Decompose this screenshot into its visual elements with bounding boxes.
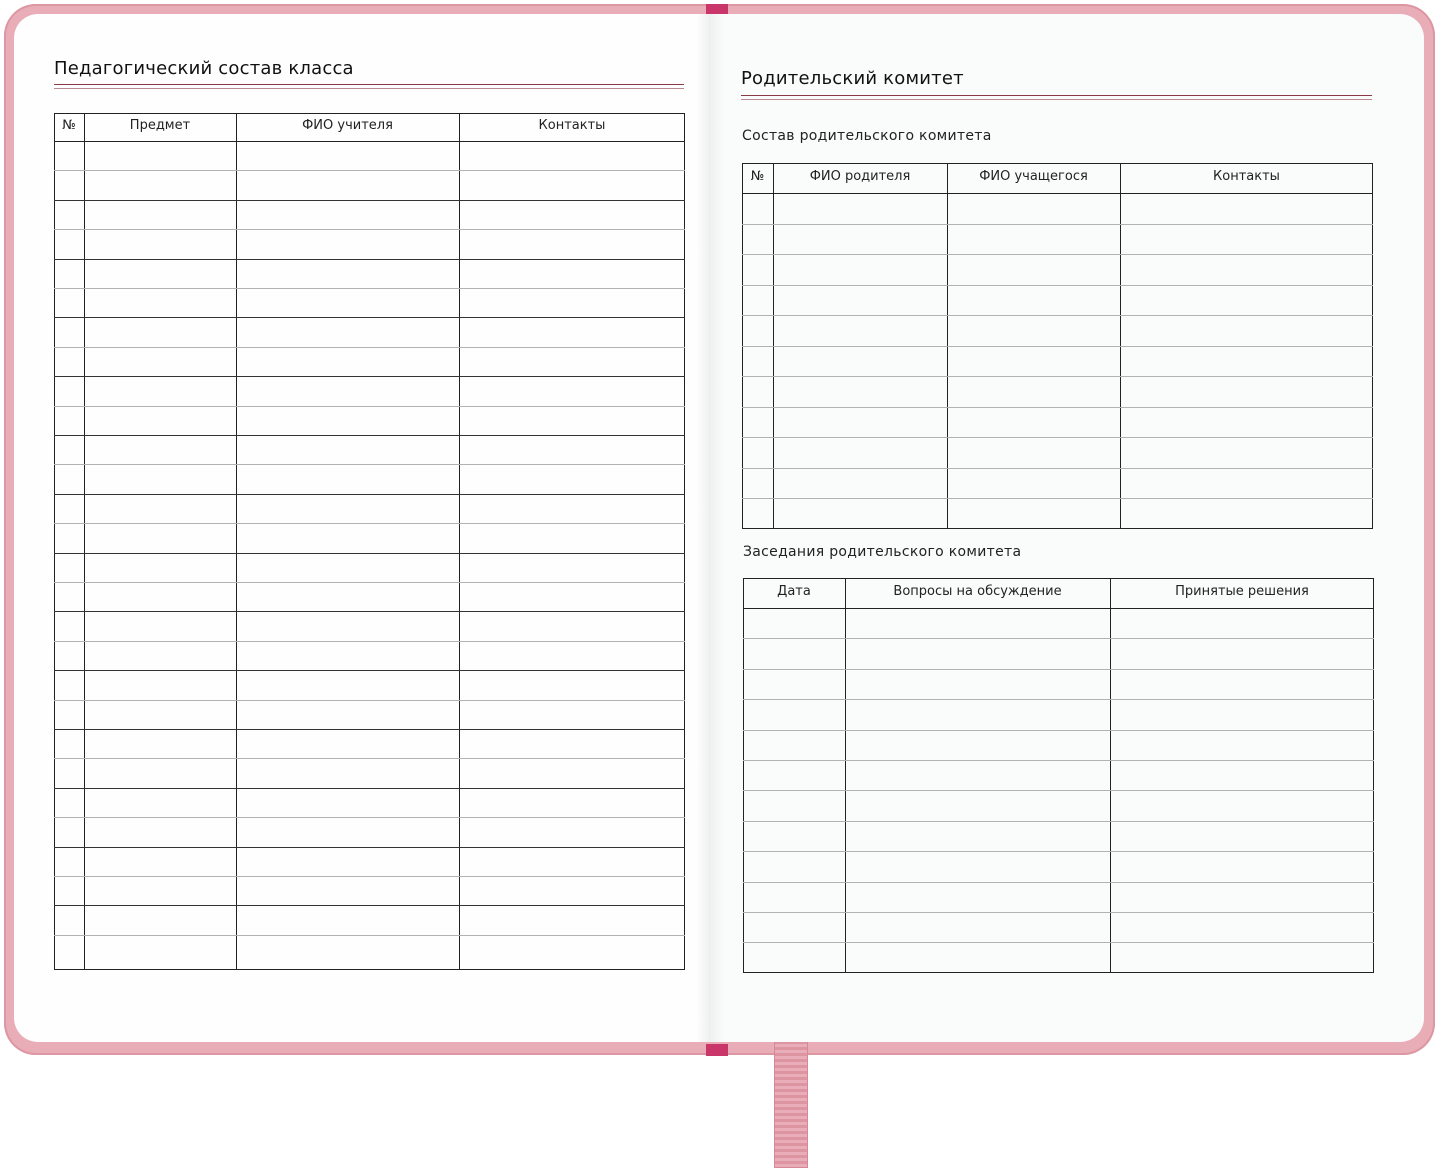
table-subrow-divider: [742, 224, 1373, 225]
teachers-col-divider: [459, 113, 460, 970]
committee-header-contacts: Контакты: [1213, 169, 1280, 184]
table-subrow-divider: [743, 942, 1374, 943]
table-row-divider: [54, 729, 685, 730]
table-subrow-divider: [743, 730, 1374, 731]
table-row-divider: [54, 435, 685, 436]
teachers-header-contacts: Контакты: [538, 118, 606, 133]
table-subrow-divider: [742, 376, 1373, 377]
table-subrow-divider: [743, 821, 1374, 822]
teachers-table[interactable]: [54, 113, 685, 970]
table-subrow-divider: [742, 437, 1373, 438]
table-row-divider: [54, 200, 685, 201]
meetings-header-date: Дата: [777, 584, 811, 599]
teachers-header-teacher-name: ФИО учителя: [302, 118, 393, 133]
table-subrow-divider: [54, 817, 685, 818]
table-subrow-divider: [742, 468, 1373, 469]
table-subrow-divider: [54, 170, 685, 171]
left-title-rule: [54, 84, 684, 89]
teachers-col-divider: [84, 113, 85, 970]
table-row-divider: [54, 317, 685, 318]
table-subrow-divider: [743, 912, 1374, 913]
teachers-table-frame: [54, 113, 685, 970]
left-page-title: Педагогический состав класса: [54, 58, 354, 79]
page-gutter: [696, 14, 724, 1042]
table-subrow-divider: [54, 406, 685, 407]
table-subrow-divider: [54, 700, 685, 701]
table-subrow-divider: [54, 641, 685, 642]
teachers-header-rule: [54, 141, 685, 142]
table-subrow-divider: [742, 498, 1373, 499]
table-subrow-divider: [54, 582, 685, 583]
table-subrow-divider: [743, 699, 1374, 700]
committee-section-label: Состав родительского комитета: [742, 128, 992, 144]
table-subrow-divider: [742, 407, 1373, 408]
teachers-header-number: №: [62, 118, 76, 133]
teachers-col-divider: [236, 113, 237, 970]
table-subrow-divider: [742, 254, 1373, 255]
table-subrow-divider: [54, 288, 685, 289]
table-subrow-divider: [54, 758, 685, 759]
table-subrow-divider: [743, 760, 1374, 761]
meetings-col-divider: [845, 578, 846, 973]
table-subrow-divider: [54, 229, 685, 230]
table-subrow-divider: [54, 876, 685, 877]
table-row-divider: [54, 259, 685, 260]
committee-header-parent-name: ФИО родителя: [809, 169, 911, 184]
spine-mark-bottom: [706, 1044, 728, 1056]
committee-header-rule: [742, 193, 1373, 194]
committee-table[interactable]: [742, 163, 1373, 529]
committee-header-number: №: [750, 169, 765, 184]
table-subrow-divider: [742, 346, 1373, 347]
table-subrow-divider: [743, 882, 1374, 883]
table-subrow-divider: [742, 285, 1373, 286]
table-subrow-divider: [743, 669, 1374, 670]
meetings-col-divider: [1110, 578, 1111, 973]
meetings-header-rule: [743, 608, 1374, 609]
meetings-header-decisions: Принятые решения: [1175, 584, 1309, 599]
table-subrow-divider: [54, 935, 685, 936]
table-row-divider: [54, 905, 685, 906]
meetings-section-label: Заседания родительского комитета: [743, 544, 1022, 560]
table-subrow-divider: [742, 315, 1373, 316]
table-row-divider: [54, 670, 685, 671]
meetings-table-frame: [743, 578, 1374, 973]
table-row-divider: [54, 553, 685, 554]
table-subrow-divider: [54, 523, 685, 524]
table-row-divider: [54, 376, 685, 377]
table-subrow-divider: [54, 464, 685, 465]
committee-header-student-name: ФИО учащегося: [979, 169, 1088, 184]
table-subrow-divider: [743, 851, 1374, 852]
right-title-rule: [741, 95, 1372, 100]
teachers-header-subject: Предмет: [129, 118, 191, 133]
table-row-divider: [54, 788, 685, 789]
table-subrow-divider: [54, 347, 685, 348]
table-subrow-divider: [743, 790, 1374, 791]
table-row-divider: [54, 494, 685, 495]
meetings-table[interactable]: [743, 578, 1374, 973]
meetings-header-questions: Вопросы на обсуждение: [893, 584, 1062, 599]
right-page-title: Родительский комитет: [741, 68, 964, 89]
bookmark-ribbon: [774, 1040, 808, 1168]
table-row-divider: [54, 847, 685, 848]
table-row-divider: [54, 611, 685, 612]
table-subrow-divider: [743, 638, 1374, 639]
spine-mark-top: [706, 4, 728, 14]
